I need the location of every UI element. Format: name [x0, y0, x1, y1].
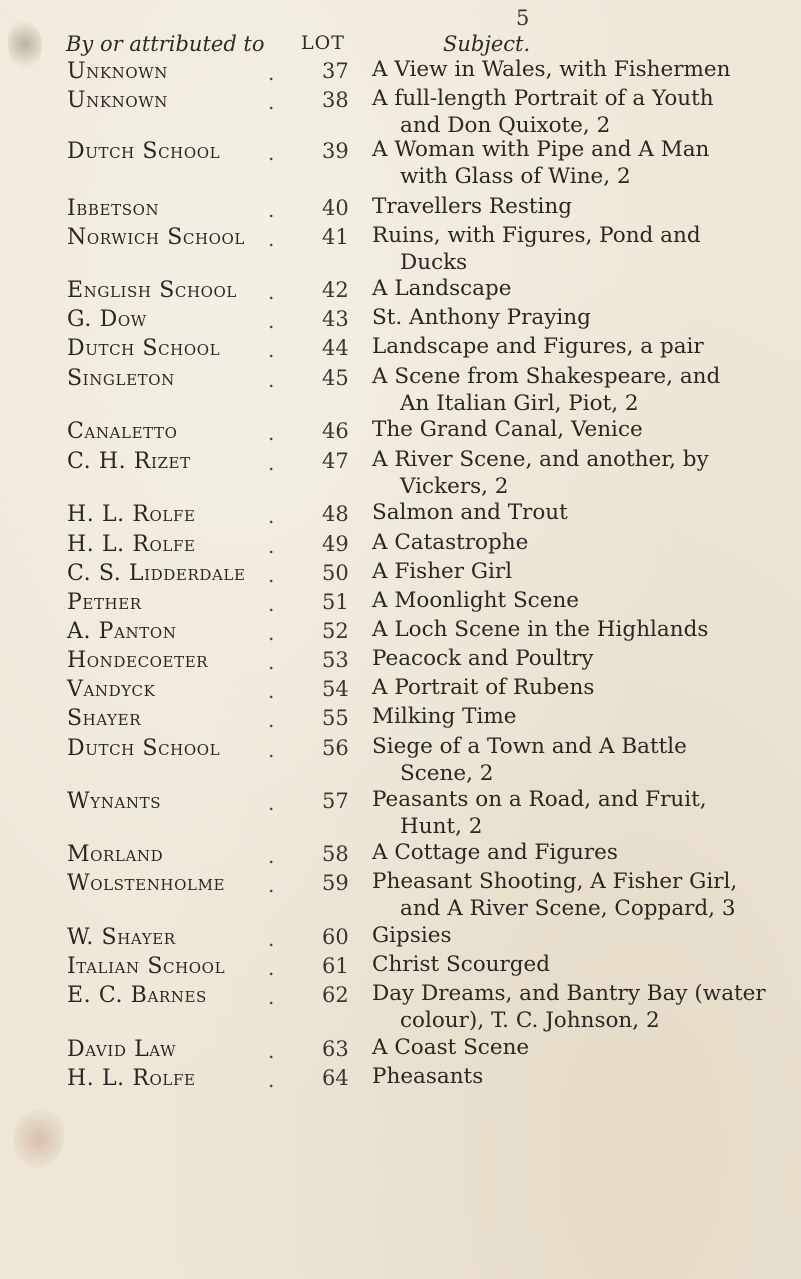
entry-artist: Morland — [67, 842, 164, 867]
lot-column-header: LOT — [301, 32, 345, 54]
leader-dots: . — [268, 1068, 275, 1092]
subject-line: A Coast Scene — [372, 1035, 530, 1060]
entry-subject — [372, 499, 777, 526]
entry-subject — [372, 558, 777, 585]
leader-dots: . — [268, 309, 275, 333]
subject-column-header: Subject. — [443, 32, 531, 56]
leader-dots: . — [268, 927, 275, 951]
entry-artist: Vandyck — [67, 677, 156, 702]
entry-lot-number: 50 — [322, 561, 349, 585]
subject-continuation-line: and A River Scene, Coppard, 3 — [400, 896, 736, 921]
entry-lot-number: 57 — [322, 789, 349, 813]
leader-dots: . — [268, 198, 275, 222]
subject-continuation-line: Scene, 2 — [400, 761, 494, 786]
entry-lot-number: 39 — [322, 139, 349, 163]
entry-lot-number: 51 — [322, 590, 349, 614]
subject-continuation-line: colour), T. C. Johnson, 2 — [400, 1008, 660, 1033]
entry-lot-number: 46 — [322, 419, 349, 443]
entry-artist: C. H. Rizet — [67, 449, 191, 474]
subject-line: A Moonlight Scene — [372, 588, 580, 613]
subject-line: Travellers Resting — [372, 194, 572, 219]
subject-continuation-line: with Glass of Wine, 2 — [400, 164, 631, 189]
entry-artist: H. L. Rolfe — [67, 502, 196, 527]
entry-subject — [372, 222, 777, 276]
entry-artist: Dutch School — [67, 336, 221, 361]
subject-line: Gipsies — [372, 923, 452, 948]
entry-artist: A. Panton — [67, 619, 177, 644]
subject-line: Milking Time — [372, 704, 517, 729]
entry-artist: David Law — [67, 1037, 177, 1062]
entry-lot-number: 42 — [322, 278, 349, 302]
subject-line: Ruins, with Figures, Pond and — [372, 223, 701, 248]
leader-dots: . — [268, 791, 275, 815]
entry-artist: Unknown — [67, 59, 169, 84]
subject-line: A Cottage and Figures — [372, 840, 618, 865]
entry-subject — [372, 85, 777, 139]
entry-subject — [372, 674, 777, 701]
subject-continuation-line: An Italian Girl, Piot, 2 — [400, 391, 639, 416]
entry-lot-number: 59 — [322, 871, 349, 895]
entry-subject — [372, 587, 777, 614]
entry-subject — [372, 733, 777, 787]
leader-dots: . — [268, 61, 275, 85]
leader-dots: . — [268, 504, 275, 528]
entry-subject — [372, 193, 777, 220]
subject-continuation-line: Ducks — [400, 250, 468, 275]
entry-artist: Italian School — [67, 954, 226, 979]
entry-artist: Norwich School — [67, 225, 245, 250]
leader-dots: . — [268, 679, 275, 703]
leader-dots: . — [268, 280, 275, 304]
subject-line: St. Anthony Praying — [372, 305, 591, 330]
leader-dots: . — [268, 956, 275, 980]
entry-lot-number: 43 — [322, 307, 349, 331]
entry-subject — [372, 56, 777, 83]
entry-artist: Wolstenholme — [67, 871, 226, 896]
entry-subject — [372, 136, 777, 190]
entry-lot-number: 61 — [322, 954, 349, 978]
leader-dots: . — [268, 738, 275, 762]
entry-artist: G. Dow — [67, 307, 147, 332]
entry-subject — [372, 868, 777, 922]
entry-lot-number: 60 — [322, 925, 349, 949]
leader-dots: . — [268, 227, 275, 251]
entry-subject — [372, 304, 777, 331]
entry-lot-number: 52 — [322, 619, 349, 643]
subject-line: A Catastrophe — [372, 530, 529, 555]
entry-artist: English School — [67, 278, 237, 303]
subject-line: A Landscape — [372, 276, 512, 301]
entry-subject — [372, 275, 777, 302]
entry-artist: Ibbetson — [67, 196, 160, 221]
leader-dots: . — [268, 368, 275, 392]
entry-artist: Dutch School — [67, 139, 221, 164]
paper-stain — [8, 20, 42, 68]
entry-lot-number: 54 — [322, 677, 349, 701]
entry-lot-number: 53 — [322, 648, 349, 672]
entry-artist: Shayer — [67, 706, 142, 731]
entry-lot-number: 63 — [322, 1037, 349, 1061]
subject-line: A Scene from Shakespeare, and — [372, 364, 721, 389]
leader-dots: . — [268, 451, 275, 475]
entry-subject — [372, 922, 777, 949]
entry-lot-number: 64 — [322, 1066, 349, 1090]
entry-artist: Singleton — [67, 366, 175, 391]
leader-dots: . — [268, 592, 275, 616]
entry-subject — [372, 839, 777, 866]
subject-continuation-line: Vickers, 2 — [400, 474, 509, 499]
subject-line: Landscape and Figures, a pair — [372, 334, 704, 359]
entry-artist: E. C. Barnes — [67, 983, 207, 1008]
leader-dots: . — [268, 563, 275, 587]
entry-artist: Dutch School — [67, 736, 221, 761]
subject-line: The Grand Canal, Venice — [372, 417, 643, 442]
entry-artist: W. Shayer — [67, 925, 176, 950]
leader-dots: . — [268, 90, 275, 114]
entry-lot-number: 55 — [322, 706, 349, 730]
entry-subject — [372, 1034, 777, 1061]
entry-artist: H. L. Rolfe — [67, 532, 196, 557]
entry-lot-number: 37 — [322, 59, 349, 83]
subject-line: Christ Scourged — [372, 952, 551, 977]
artist-column-header: By or attributed to — [66, 32, 265, 56]
entry-subject — [372, 1063, 777, 1090]
subject-line: A Portrait of Rubens — [372, 675, 595, 700]
subject-line: A Fisher Girl — [372, 559, 513, 584]
entry-subject — [372, 529, 777, 556]
leader-dots: . — [268, 844, 275, 868]
leader-dots: . — [268, 338, 275, 362]
subject-line: A full-length Portrait of a Youth — [372, 86, 714, 111]
entry-lot-number: 58 — [322, 842, 349, 866]
entry-subject — [372, 333, 777, 360]
subject-line: A Woman with Pipe and A Man — [372, 137, 710, 162]
subject-continuation-line: Hunt, 2 — [400, 814, 483, 839]
entry-lot-number: 49 — [322, 532, 349, 556]
entry-lot-number: 47 — [322, 449, 349, 473]
entry-subject — [372, 786, 777, 840]
entry-artist: Wynants — [67, 789, 162, 814]
leader-dots: . — [268, 985, 275, 1009]
entry-artist: H. L. Rolfe — [67, 1066, 196, 1091]
entry-subject — [372, 703, 777, 730]
entry-subject — [372, 446, 777, 500]
entry-lot-number: 40 — [322, 196, 349, 220]
subject-line: A View in Wales, with Fishermen — [372, 57, 731, 82]
leader-dots: . — [268, 650, 275, 674]
entry-lot-number: 38 — [322, 88, 349, 112]
entry-subject — [372, 363, 777, 417]
entry-subject — [372, 616, 777, 643]
subject-line: A River Scene, and another, by — [372, 447, 709, 472]
subject-line: Siege of a Town and A Battle — [372, 734, 687, 759]
entry-lot-number: 56 — [322, 736, 349, 760]
entry-artist: Pether — [67, 590, 142, 615]
subject-line: Pheasants — [372, 1064, 484, 1089]
entry-lot-number: 44 — [322, 336, 349, 360]
entry-subject — [372, 951, 777, 978]
subject-line: Peasants on a Road, and Fruit, — [372, 787, 707, 812]
entry-lot-number: 41 — [322, 225, 349, 249]
entry-artist: Hondecoeter — [67, 648, 209, 673]
leader-dots: . — [268, 621, 275, 645]
leader-dots: . — [268, 141, 275, 165]
entry-artist: Unknown — [67, 88, 169, 113]
entry-subject — [372, 980, 777, 1034]
entry-lot-number: 48 — [322, 502, 349, 526]
subject-line: Pheasant Shooting, A Fisher Girl, — [372, 869, 738, 894]
entry-artist: C. S. Lidderdale — [67, 561, 246, 586]
leader-dots: . — [268, 873, 275, 897]
subject-line: Day Dreams, and Bantry Bay (water — [372, 981, 766, 1006]
subject-line: A Loch Scene in the Highlands — [372, 617, 709, 642]
page-number: 5 — [516, 6, 530, 30]
subject-continuation-line: and Don Quixote, 2 — [400, 113, 611, 138]
subject-line: Peacock and Poultry — [372, 646, 594, 671]
entry-lot-number: 62 — [322, 983, 349, 1007]
paper-stain — [14, 1110, 64, 1168]
leader-dots: . — [268, 708, 275, 732]
entry-subject — [372, 416, 777, 443]
leader-dots: . — [268, 1039, 275, 1063]
leader-dots: . — [268, 534, 275, 558]
entry-artist: Canaletto — [67, 419, 178, 444]
entry-lot-number: 45 — [322, 366, 349, 390]
subject-line: Salmon and Trout — [372, 500, 568, 525]
leader-dots: . — [268, 421, 275, 445]
entry-subject — [372, 645, 777, 672]
